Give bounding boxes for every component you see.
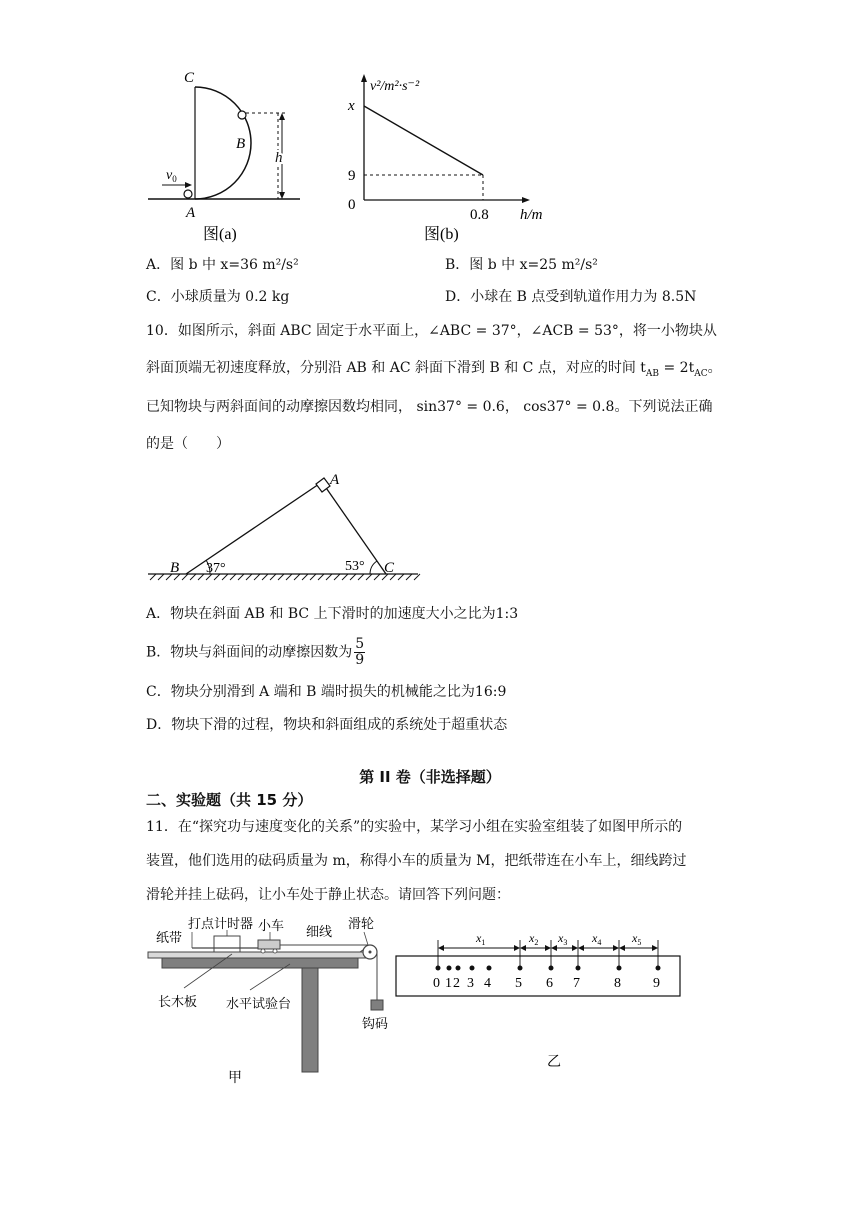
q9-option-a: [146, 256, 299, 274]
segment-x4: $x_4$: [592, 931, 602, 947]
fraction-5-9: [354, 637, 365, 668]
figure-yi: [390, 924, 690, 1074]
point-label-1: 1: [445, 976, 452, 991]
label-pulley: 滑轮: [348, 916, 375, 931]
q10-line2-text: 斜面顶端无初速度释放，分别沿 AB 和 AC 斜面下滑到 B 和 C 点，对应的时间 t: [146, 360, 646, 376]
q10-line4: 的是（ ）: [146, 436, 230, 452]
q9-option-c: [146, 288, 289, 306]
q10-sub-ab: AB: [645, 368, 660, 379]
segment-x1: $x_1$: [476, 931, 486, 947]
option-text: 图 b 中 x=36 m²/s²: [170, 257, 299, 273]
point-label-8: 8: [614, 976, 621, 991]
tick-x: x: [348, 98, 355, 114]
label-table: 水平试验台: [226, 996, 292, 1011]
tick-0: 0: [348, 197, 356, 213]
caption-jia: 甲: [228, 1071, 242, 1086]
tick-0.8: 0.8: [470, 207, 489, 223]
label-timer: 打点计时器: [188, 916, 254, 931]
q10-line2: [146, 359, 722, 383]
point-label-4: 4: [484, 976, 491, 991]
label-tape: 纸带: [156, 930, 183, 945]
option-letter: A．: [146, 257, 171, 273]
caption-b: 图(b): [424, 226, 459, 243]
option-text: 图 b 中 x=25 m²/s²: [469, 257, 598, 273]
option-text: 小球在 B 点受到轨道作用力为 8.5N: [470, 289, 697, 305]
y-axis-label: v²/m²·s⁻²: [370, 79, 420, 94]
fraction-num: 5: [355, 636, 365, 652]
point-label-0: 0: [433, 976, 440, 991]
point-label-9: 9: [653, 976, 660, 991]
q10-option-c: C．物块分别滑到 A 端和 B 端时损失的机械能之比为16:9: [146, 684, 507, 700]
q10-line1: 10．如图所示，斜面 ABC 固定于水平面上，∠ABC = 37°，∠ACB = 53°，将一小物块从: [146, 323, 717, 339]
label-h: h: [275, 150, 283, 166]
incline-angle-37: 37°: [206, 561, 226, 576]
q10-option-b: [146, 637, 365, 668]
incline-angle-53: 53°: [345, 559, 365, 574]
segment-x2: $x_2$: [529, 931, 539, 947]
caption-yi: 乙: [547, 1055, 561, 1070]
label-cart: 小车: [258, 918, 285, 933]
q10-option-a: A．物块在斜面 AB 和 BC 上下滑时的加速度大小之比为1:3: [146, 606, 519, 622]
segment-x5: $x_5$: [632, 931, 642, 947]
label-A: A: [186, 205, 196, 221]
caption-a: 图(a): [203, 226, 237, 243]
figure-b: [340, 70, 560, 244]
incline-label-C: C: [384, 560, 395, 576]
label-C: C: [184, 70, 195, 86]
q11-line1: 11．在“探究功与速度变化的关系”的实验中，某学习小组在实验室组装了如图甲所示的: [146, 819, 683, 835]
label-weight: 钩码: [362, 1016, 389, 1031]
q10-option-d: D．物块下滑的过程，物块和斜面组成的系统处于超重状态: [146, 717, 508, 733]
label-string: 细线: [306, 924, 333, 939]
option-letter: C．: [146, 289, 171, 305]
q10-option-b-text: B．物块与斜面间的动摩擦因数为: [146, 644, 353, 661]
label-v0: $v_0$: [166, 168, 177, 184]
tick-9: 9: [348, 168, 356, 184]
q11-line2: 装置，他们选用的砝码质量为 m，称得小车的质量为 M，把纸带连在小车上，细线跨过: [146, 853, 687, 869]
label-B: B: [236, 136, 246, 152]
section-heading: 二、实验题（共 15 分）: [146, 791, 313, 809]
label-board: 长木板: [158, 994, 198, 1009]
q10-line3: 已知物块与两斜面间的动摩擦因数均相同， sin37° = 0.6， cos37° = 0.8。下列说法正确: [146, 399, 713, 415]
incline-label-A: A: [330, 472, 340, 488]
figure-incline: [140, 466, 430, 586]
figure-a: [140, 62, 320, 244]
q10-line2-end: 。: [707, 360, 722, 376]
point-label-7: 7: [573, 976, 580, 991]
option-text: 小球质量为 0.2 kg: [170, 289, 290, 305]
q10-line2-mid: = 2t: [659, 360, 695, 376]
q10-sub-ac: AC: [694, 368, 708, 379]
q11-line3: 滑轮并挂上砝码，让小车处于静止状态。请回答下列问题：: [146, 887, 510, 903]
point-label-5: 5: [515, 976, 522, 991]
section-title: 第 II 卷（非选择题）: [359, 768, 501, 786]
fraction-den: 9: [355, 652, 365, 668]
q9-option-b: [445, 256, 598, 274]
option-letter: D．: [445, 289, 471, 305]
incline-label-B: B: [170, 560, 180, 576]
figure-jia: [140, 912, 400, 1092]
option-letter: B．: [445, 257, 470, 273]
point-label-6: 6: [546, 976, 553, 991]
segment-x3: $x_3$: [558, 931, 568, 947]
point-label-2: 2: [453, 976, 460, 991]
q9-option-d: [445, 288, 696, 306]
point-label-3: 3: [467, 976, 474, 991]
x-axis-label: h/m: [520, 207, 543, 223]
